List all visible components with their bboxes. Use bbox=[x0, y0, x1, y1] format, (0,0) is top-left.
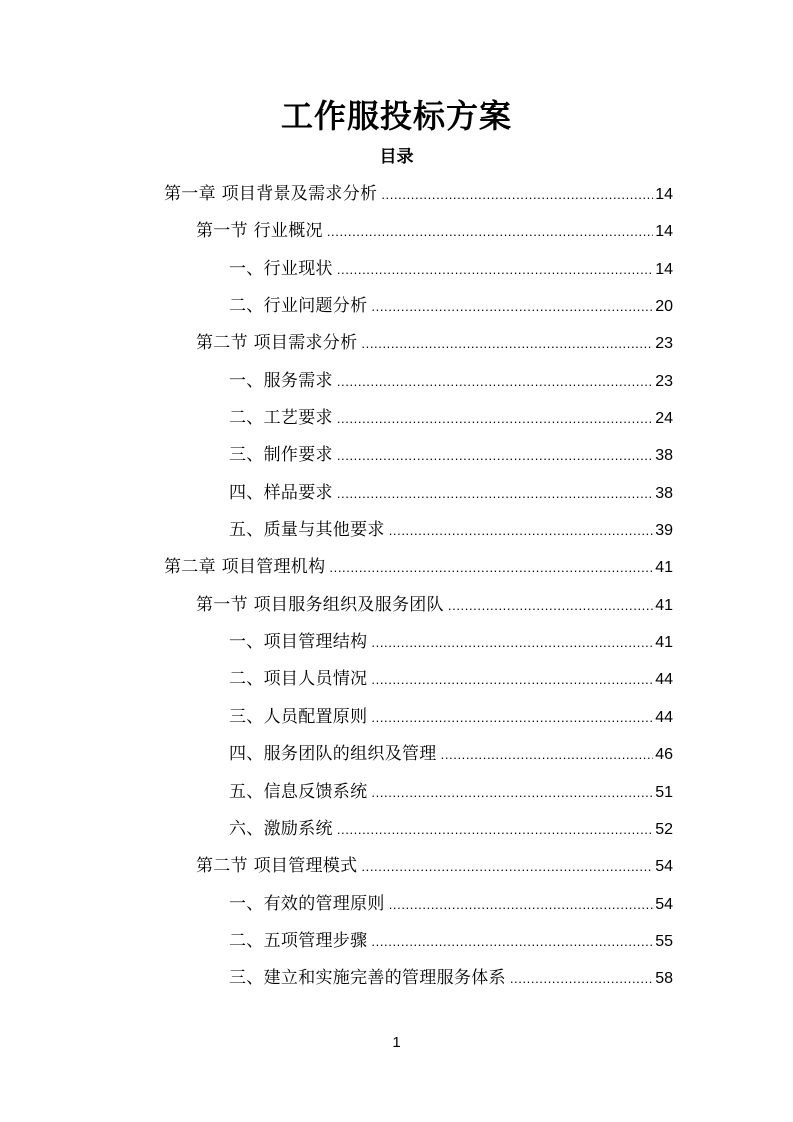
toc-entry[interactable] bbox=[0, 587, 793, 624]
toc-entry[interactable] bbox=[0, 549, 793, 586]
toc-entry[interactable] bbox=[0, 512, 793, 549]
table-of-contents bbox=[0, 176, 793, 998]
toc-entry-page: 52 bbox=[655, 820, 673, 838]
toc-entry-text: 三、人员配置原则 bbox=[229, 706, 368, 727]
toc-entry-text: 二、工艺要求 bbox=[229, 408, 333, 429]
toc-leader-dots bbox=[337, 363, 653, 400]
document-title: 工作服投标方案 bbox=[280, 97, 512, 135]
toc-entry-page: 20 bbox=[655, 298, 673, 316]
toc-entry-page: 55 bbox=[655, 932, 673, 950]
toc-entry-page: 14 bbox=[655, 186, 673, 203]
toc-entry-text: 第二章 项目管理机构 bbox=[164, 557, 326, 578]
toc-entry[interactable] bbox=[0, 400, 793, 437]
toc-leader-dots bbox=[337, 475, 653, 512]
toc-entry-page: 24 bbox=[655, 410, 673, 428]
toc-leader-dots bbox=[337, 400, 653, 437]
toc-entry[interactable] bbox=[0, 624, 793, 661]
toc-entry-text: 二、五项管理步骤 bbox=[229, 930, 368, 951]
toc-entry-text: 六、激励系统 bbox=[229, 818, 333, 839]
toc-entry-text: 二、行业问题分析 bbox=[229, 296, 368, 317]
toc-leader-dots bbox=[329, 549, 653, 586]
toc-entry-page: 44 bbox=[655, 671, 673, 689]
toc-entry-page: 44 bbox=[655, 708, 673, 726]
toc-leader-dots bbox=[371, 699, 653, 736]
toc-leader-dots bbox=[389, 886, 654, 923]
toc-leader-dots bbox=[337, 811, 653, 848]
toc-leader-dots bbox=[510, 960, 653, 997]
toc-entry[interactable] bbox=[0, 736, 793, 773]
toc-entry-text: 第一节 项目服务组织及服务团队 bbox=[196, 594, 444, 615]
toc-entry-page: 14 bbox=[655, 260, 673, 278]
toc-entry-text: 三、建立和实施完善的管理服务体系 bbox=[229, 968, 506, 989]
toc-leader-dots bbox=[327, 213, 653, 250]
toc-entry-text: 第一章 项目背景及需求分析 bbox=[164, 184, 378, 204]
toc-entry[interactable] bbox=[0, 288, 793, 325]
toc-entry[interactable] bbox=[0, 363, 793, 400]
toc-entry[interactable] bbox=[0, 811, 793, 848]
toc-entry[interactable] bbox=[0, 176, 793, 213]
toc-entry[interactable] bbox=[0, 661, 793, 698]
toc-entry-page: 54 bbox=[655, 895, 673, 913]
toc-entry-page: 54 bbox=[655, 858, 673, 876]
toc-entry-text: 一、项目管理结构 bbox=[229, 632, 368, 653]
toc-entry-text: 一、服务需求 bbox=[229, 370, 333, 391]
toc-heading: 目录 bbox=[379, 147, 414, 167]
toc-leader-dots bbox=[371, 923, 653, 960]
toc-leader-dots bbox=[361, 325, 653, 362]
toc-entry[interactable] bbox=[0, 251, 793, 288]
toc-leader-dots bbox=[337, 437, 653, 474]
toc-entry[interactable] bbox=[0, 475, 793, 512]
toc-entry-page: 38 bbox=[655, 484, 673, 502]
toc-entry[interactable] bbox=[0, 848, 793, 885]
toc-entry-page: 58 bbox=[655, 970, 673, 988]
toc-entry-text: 三、制作要求 bbox=[229, 445, 333, 466]
toc-entry-text: 五、质量与其他要求 bbox=[229, 520, 385, 541]
toc-entry[interactable] bbox=[0, 774, 793, 811]
toc-entry[interactable] bbox=[0, 699, 793, 736]
toc-leader-dots bbox=[371, 661, 653, 698]
toc-entry[interactable] bbox=[0, 886, 793, 923]
toc-entry-text: 第一节 行业概况 bbox=[196, 221, 323, 242]
toc-entry[interactable] bbox=[0, 437, 793, 474]
page-number: 1 bbox=[392, 1034, 401, 1051]
toc-entry-text: 四、样品要求 bbox=[229, 482, 333, 503]
toc-entry[interactable] bbox=[0, 325, 793, 362]
toc-leader-dots bbox=[371, 288, 653, 325]
toc-entry-page: 46 bbox=[655, 746, 673, 764]
toc-entry-page: 39 bbox=[655, 522, 673, 540]
toc-entry-page: 41 bbox=[655, 596, 673, 614]
toc-entry-text: 二、项目人员情况 bbox=[229, 669, 368, 690]
toc-entry-text: 四、服务团队的组织及管理 bbox=[229, 744, 437, 765]
toc-leader-dots bbox=[389, 512, 654, 549]
toc-entry-page: 23 bbox=[655, 372, 673, 390]
toc-entry-text: 一、有效的管理原则 bbox=[229, 893, 385, 914]
toc-entry-text: 第二节 项目需求分析 bbox=[196, 333, 358, 354]
toc-entry-text: 第二节 项目管理模式 bbox=[196, 856, 358, 877]
toc-entry-page: 51 bbox=[655, 783, 673, 801]
toc-entry-text: 五、信息反馈系统 bbox=[229, 781, 368, 802]
toc-entry-page: 38 bbox=[655, 447, 673, 465]
toc-leader-dots bbox=[448, 587, 653, 624]
toc-entry-text: 一、行业现状 bbox=[229, 258, 333, 279]
toc-leader-dots bbox=[371, 774, 653, 811]
toc-leader-dots bbox=[371, 624, 653, 661]
toc-leader-dots bbox=[337, 251, 653, 288]
toc-leader-dots bbox=[381, 176, 653, 213]
toc-leader-dots bbox=[361, 848, 653, 885]
toc-entry[interactable] bbox=[0, 960, 793, 997]
toc-entry-page: 14 bbox=[655, 223, 673, 241]
toc-leader-dots bbox=[441, 736, 654, 773]
toc-entry-page: 23 bbox=[655, 335, 673, 353]
toc-entry[interactable] bbox=[0, 923, 793, 960]
toc-entry[interactable] bbox=[0, 213, 793, 250]
toc-entry-page: 41 bbox=[655, 634, 673, 652]
toc-entry-page: 41 bbox=[655, 559, 673, 577]
